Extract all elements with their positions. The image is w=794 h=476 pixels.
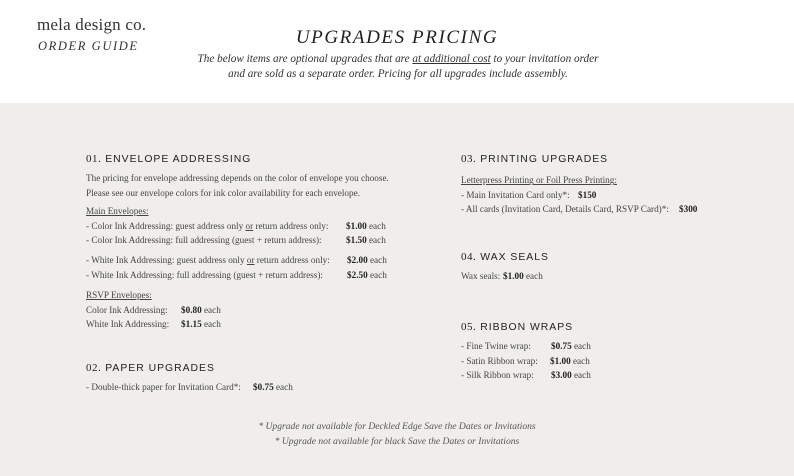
price-row [461,202,781,216]
item-text: Wax seals: [461,271,501,282]
section-title [86,152,426,167]
section-title [461,250,781,265]
item-unit: each [367,255,387,266]
item-unit: each [201,318,221,329]
item-price: $0.80 [181,304,202,315]
item-price: $1.50 [346,234,367,245]
item-unit: each [367,269,387,280]
brand-name: mela design co. [37,15,147,34]
section-number: 04. [461,251,477,263]
page-title: UPGRADES PRICING [295,27,499,48]
item-unit: each [570,355,590,366]
section-printing-upgrades [461,152,781,217]
section-wax-seals [461,250,781,284]
item-text: White Ink Addressing: [86,318,170,329]
footnote-2: * Upgrade not available for black Save the Dates or Invitations [274,435,520,447]
page-header [0,0,794,103]
section-number: 03. [461,153,477,165]
rsvp-envelopes-label: RSVP Envelopes: [86,290,152,301]
price-row [86,303,426,317]
item-text: return address only: [254,255,330,266]
item-unit: each [571,370,591,381]
price-row [86,219,426,233]
item-or: or [245,220,254,231]
price-row [461,368,781,382]
item-price: $1.15 [181,318,202,329]
item-price: $0.75 [253,382,274,393]
intro-part-2: to your invitation order [490,53,599,65]
item-text: - Color Ink Addressing: full addressing (guest + return address): [86,234,322,245]
item-text: - Double-thick paper for Invitation Card*: [86,382,241,393]
price-row [86,317,426,331]
section-number: 02. [86,362,102,374]
price-row [86,253,426,267]
section-number: 01. [86,153,102,165]
item-price: $300 [679,204,698,215]
item-price: $3.00 [551,370,572,381]
item-unit: each [523,271,543,282]
item-text: - White Ink Addressing: full addressing (guest + return address): [86,269,323,280]
price-row [461,269,781,283]
main-envelopes-label: Main Envelopes: [86,206,149,217]
item-price: $1.00 [503,271,524,282]
section-heading: WAX SEALS [480,252,549,263]
item-price: $0.75 [551,341,572,352]
item-text: - White Ink Addressing: guest address only [86,255,247,266]
section-ribbon-wraps [461,320,781,383]
section-envelope-addressing [86,152,426,331]
footnote-1: * Upgrade not available for Deckled Edge Save the Dates or Invitations [258,421,536,432]
item-unit: each [273,382,293,393]
price-row [461,188,781,202]
intro-part-3: and are sold as a separate order. Pricing for all upgrades include assembly. [228,67,568,80]
item-price: $150 [578,189,597,200]
price-row [86,268,426,282]
item-text: - All cards (Invitation Card, Details Card, RSVP Card)*: [461,204,669,215]
section-number: 05. [461,321,477,333]
item-text: - Silk Ribbon wrap: [461,370,534,381]
description-line: Please see our envelope colors for ink color availability for each envelope. [86,187,360,198]
section-title [461,152,781,167]
price-row [86,380,426,394]
description-line: The pricing for envelope addressing depends on the color of envelope you choose. [86,173,389,184]
item-text: - Color Ink Addressing: guest address only [86,220,246,231]
item-unit: each [366,220,386,231]
item-price: $1.00 [550,355,571,366]
item-unit: each [366,234,386,245]
item-unit: each [571,341,591,352]
price-row [86,233,426,247]
brand-subtitle: ORDER GUIDE [38,39,139,53]
section-title [86,361,426,376]
item-text: - Main Invitation Card only*: [461,189,570,200]
item-or: or [246,255,255,266]
section-title [461,320,781,335]
intro-part-1: The below items are optional upgrades that are [197,53,413,65]
item-price: $1.00 [346,220,367,231]
item-price: $2.50 [347,269,368,280]
section-heading: ENVELOPE ADDRESSING [105,154,252,165]
intro-emphasis: at additional cost [412,53,491,65]
item-text: - Fine Twine wrap: [461,341,531,352]
section-heading: PRINTING UPGRADES [480,154,609,165]
section-heading: RIBBON WRAPS [480,322,574,333]
price-row [461,339,781,353]
item-text: Color Ink Addressing: [86,304,168,315]
section-paper-upgrades [86,361,426,395]
item-unit: each [201,304,221,315]
footnotes [0,420,794,449]
section-heading: PAPER UPGRADES [105,363,215,374]
printing-label: Letterpress Printing or Foil Press Printing: [461,175,617,186]
price-row [461,354,781,368]
item-text: - Satin Ribbon wrap: [461,355,538,366]
item-price: $2.00 [347,255,368,266]
item-text: return address only: [253,220,329,231]
intro-text [180,52,616,81]
